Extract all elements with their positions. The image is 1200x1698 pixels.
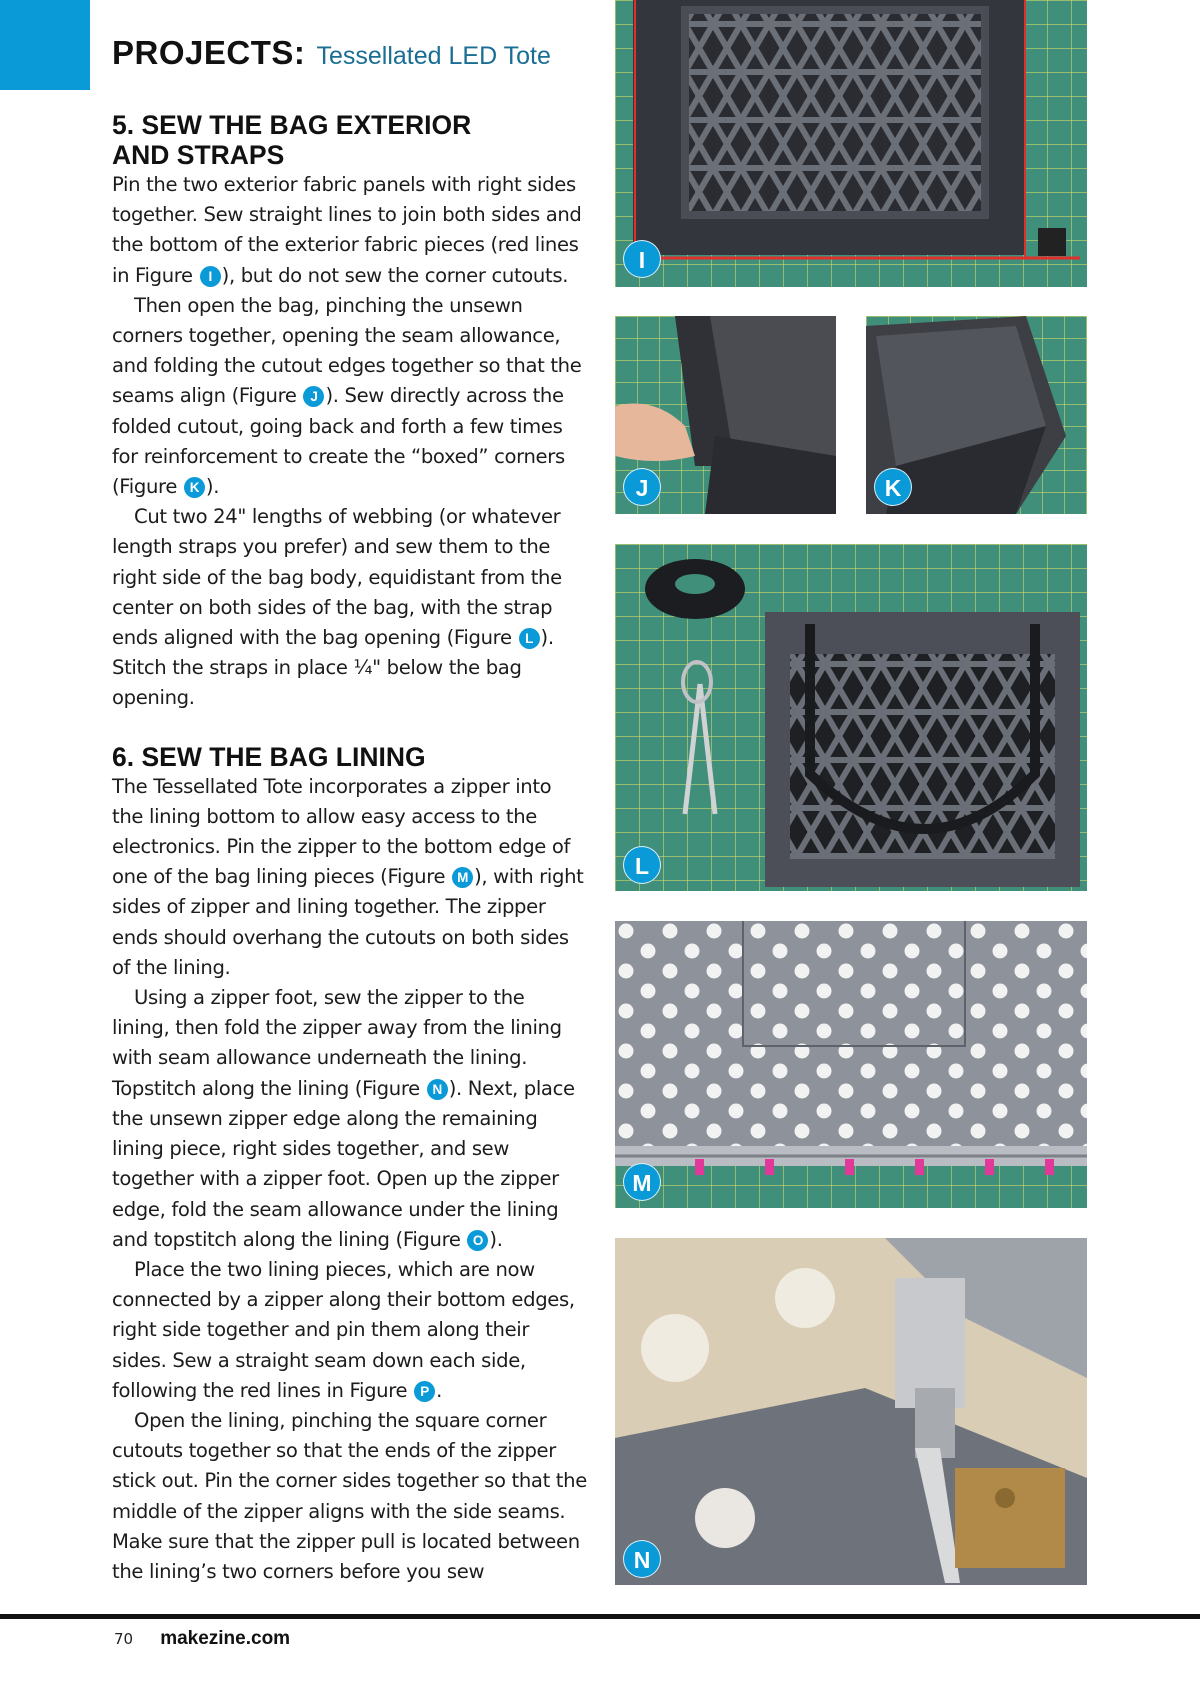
text-run: ). <box>205 475 220 499</box>
figure-ref-k: K <box>184 477 205 498</box>
text-run: ). Next, place the unsewn zipper edge along the remaining lining piece, right sides together, and sew together with a zipper foot. Open up the zipper edge, fold the seam allowance under the lining and topstitch along the lining (Figure <box>112 1076 575 1251</box>
paragraph: Open the lining, pinching the square corner cutouts together so that the ends of the zipper stick out. Pin the corner sides together so that the middle of the zipper aligns with the side seams. Make sure that the zipper pull is located between the lining’s two corners before you sew <box>112 1408 587 1583</box>
paragraph <box>112 502 587 713</box>
photo-m-illustration <box>615 921 1087 1208</box>
figure-label-k: K <box>874 468 912 506</box>
article-title: Tessellated LED Tote <box>316 42 551 70</box>
photo-i-illustration <box>615 0 1087 287</box>
photo-figure-k <box>866 316 1087 514</box>
text-run: Using a zipper foot, sew the zipper to the lining, then fold the zipper away from the lining with seam allowance underneath the lining. Topstitch along the lining (Figure <box>112 986 562 1100</box>
photo-figure-l <box>615 544 1087 891</box>
section-label: PROJECTS: <box>112 34 306 71</box>
site-url: makezine.com <box>160 1628 291 1649</box>
text-run: ). <box>489 1227 503 1251</box>
figure-ref-o: O <box>467 1230 488 1251</box>
figure-label-l: L <box>623 846 661 884</box>
paragraph <box>112 983 587 1255</box>
photo-n-illustration <box>615 1238 1087 1585</box>
text-run: ), but do not sew the corner cutouts. <box>221 263 569 287</box>
figure-ref-m: M <box>452 867 473 888</box>
paragraph <box>112 1255 587 1406</box>
page-footer <box>114 1628 290 1650</box>
section-5-heading-line-1: 5. SEW THE BAG EXTERIOR <box>112 110 472 140</box>
figure-label-n: N <box>623 1540 661 1578</box>
text-run: . <box>436 1378 442 1402</box>
figure-ref-n: N <box>427 1079 448 1100</box>
text-run: Pin the two exterior fabric panels with right sides together. Sew straight lines to join both sides and the bottom of the exterior fabric pieces (red lines in Figure <box>112 173 582 287</box>
section-6-heading: 6. SEW THE BAG LINING <box>112 741 426 772</box>
text-run: Then open the bag, pinching the unsewn corners together, opening the seam allowance, and folding the cutout edges together so that the seams align (Figure <box>112 293 582 408</box>
text-run: ). Sew directly across the folded cutout, going back and forth a few times for reinforcement to create the “boxed” corners (Figure <box>112 384 565 499</box>
figure-label-j: J <box>623 468 661 506</box>
figure-ref-i: I <box>200 266 221 287</box>
text-run: ). Stitch the straps in place ¼" below the bag opening. <box>112 626 554 710</box>
paragraph <box>112 170 587 291</box>
text-run: ), with right sides of zipper and lining together. The zipper ends should overhang the cutouts on both sides of the lining. <box>112 865 584 979</box>
photo-figure-j <box>615 316 836 514</box>
section-5-heading <box>112 110 587 170</box>
photo-figure-n <box>615 1238 1087 1585</box>
footer-rule <box>0 1614 1200 1619</box>
figure-label-m: M <box>623 1163 661 1201</box>
text-run: Place the two lining pieces, which are now connected by a zipper along their bottom edges, right side together and pin them along their sides. Sew a straight seam down each side, following the red lines in Figure <box>112 1257 575 1402</box>
text-run: Cut two 24" lengths of webbing (or whatever length straps you prefer) and sew them to the right side of the bag body, equidistant from the center on both sides of the bag, with the strap ends aligned with the bag opening (Figure <box>112 505 562 650</box>
figure-ref-p: P <box>414 1381 435 1402</box>
photo-figure-m <box>615 921 1087 1208</box>
text-column <box>112 110 587 1587</box>
paragraph <box>112 291 587 502</box>
page-header <box>112 34 551 72</box>
paragraph <box>112 772 587 983</box>
section-5-heading-line-2: AND STRAPS <box>112 140 285 170</box>
figure-label-i: I <box>623 240 661 278</box>
photo-figure-i <box>615 0 1087 287</box>
figure-ref-j: J <box>303 386 324 407</box>
photo-l-illustration <box>615 544 1087 891</box>
page-number: 70 <box>114 1630 134 1648</box>
corner-color-tab <box>0 0 90 90</box>
figure-ref-l: L <box>519 628 540 649</box>
text-run: The Tessellated Tote incorporates a zipper into the lining bottom to allow easy access to the electronics. Pin the zipper to the bottom edge of one of the bag lining pieces (Figure <box>112 774 571 889</box>
